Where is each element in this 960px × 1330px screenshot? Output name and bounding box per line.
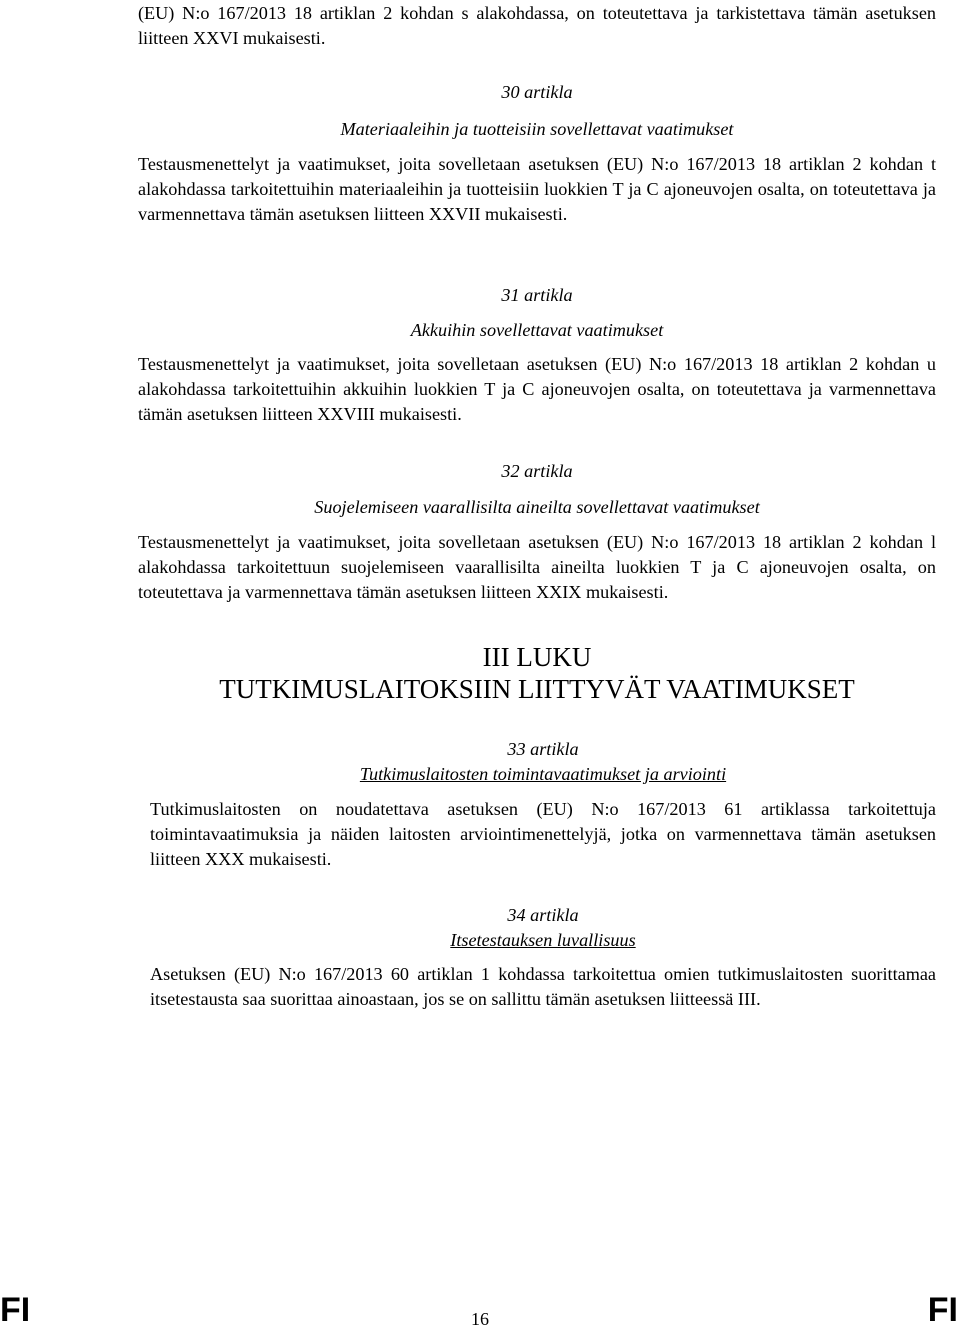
article-34-body: Asetuksen (EU) N:o 167/2013 60 artiklan 1 kohdassa tarkoitettua omien tutkimuslaitosten suorittamaa itsetestausta saa suorittaa ainoastaan, jos se on sallittu tämän asetuksen liitteessä III. bbox=[150, 964, 936, 1009]
article-34-title: Itsetestauksen luvallisuus bbox=[450, 930, 636, 950]
article-32-title: Suojelemiseen vaarallisilta aineilta sovellettavat vaatimukset bbox=[314, 497, 760, 517]
chapter-title: TUTKIMUSLAITOKSIIN LIITTYVÄT VAATIMUKSET bbox=[219, 674, 855, 704]
article-32-number: 32 artikla bbox=[501, 461, 573, 481]
article-31-number: 31 artikla bbox=[501, 285, 573, 305]
language-code-right: FI bbox=[927, 1291, 958, 1329]
page-number: 16 bbox=[471, 1309, 489, 1329]
chapter-label: III LUKU bbox=[482, 642, 592, 672]
article-34-number: 34 artikla bbox=[507, 905, 579, 925]
language-code-left: FI bbox=[0, 1291, 31, 1329]
article-33-title: Tutkimuslaitosten toimintavaatimukset ja arviointi bbox=[359, 764, 727, 784]
article-31-title: Akkuihin sovellettavat vaatimukset bbox=[410, 320, 664, 340]
intro-paragraph: (EU) N:o 167/2013 18 artiklan 2 kohdan s alakohdassa, on toteutettava ja tarkistettava tämän asetuksen liitteen XXVI mukaisesti. bbox=[138, 3, 936, 48]
article-33-body: Tutkimuslaitosten on noudatettava asetuksen (EU) N:o 167/2013 61 artiklassa tarkoitettuja toimintavaatimuksia ja näiden laitosten arviointimenettelyjä, jotka on varmennettava tämän asetuksen liitteen XXX mukaisesti. bbox=[150, 799, 936, 869]
article-30-number: 30 artikla bbox=[501, 82, 573, 102]
article-32-body: Testausmenettelyt ja vaatimukset, joita sovelletaan asetuksen (EU) N:o 167/2013 18 artiklan 2 kohdan l alakohdassa tarkoitettuun suojelemiseen vaarallisilta aineilta luokkien T ja C ajoneuvojen osalta, on toteutettava ja varmennettava tämän asetuksen liitteen XXIX mukaisesti. bbox=[138, 532, 936, 602]
article-33-number: 33 artikla bbox=[507, 739, 579, 759]
article-30-title: Materiaaleihin ja tuotteisiin sovellettavat vaatimukset bbox=[340, 119, 734, 139]
article-31-body: Testausmenettelyt ja vaatimukset, joita sovelletaan asetuksen (EU) N:o 167/2013 18 artiklan 2 kohdan u alakohdassa tarkoitettuihin akkuihin luokkien T ja C ajoneuvojen osalta, on toteutettava ja varmennettava tämän asetuksen liitteen XXVIII mukaisesti. bbox=[138, 354, 936, 424]
article-30-body: Testausmenettelyt ja vaatimukset, joita sovelletaan asetuksen (EU) N:o 167/2013 18 artiklan 2 kohdan t alakohdassa tarkoitettuihin materiaaleihin ja tuotteisiin luokkien T ja C ajoneuvojen osalta, on toteutettava ja varmennettava tämän asetuksen liitteen XXVII mukaisesti. bbox=[138, 154, 936, 224]
